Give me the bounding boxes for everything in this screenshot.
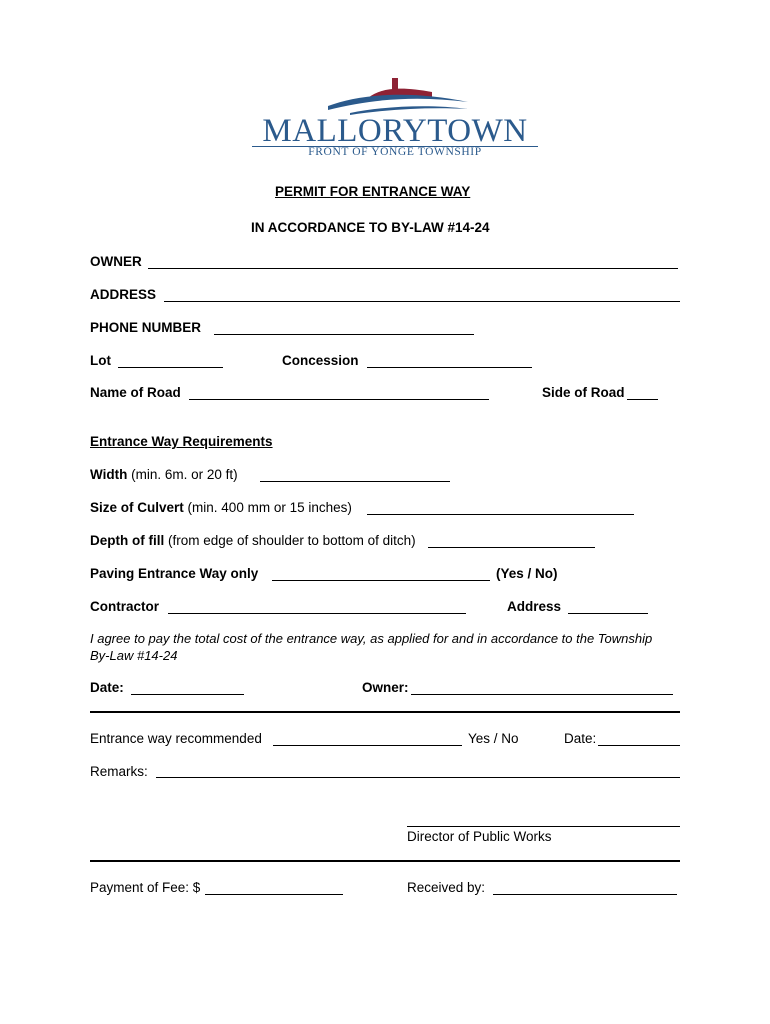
owner-label: OWNER: [90, 254, 142, 269]
road-name-label: Name of Road: [90, 385, 181, 400]
remarks-field[interactable]: [156, 777, 680, 778]
contractor-field[interactable]: [168, 613, 466, 614]
requirements-heading: Entrance Way Requirements: [90, 434, 273, 449]
contractor-address-label: Address: [507, 599, 562, 614]
phone-label: PHONE NUMBER: [90, 320, 202, 335]
contractor-label: Contractor: [90, 599, 160, 614]
logo-subtitle: FRONT OF YONGE TOWNSHIP: [308, 146, 482, 158]
payment-label: Payment of Fee: $: [90, 880, 201, 895]
width-label: Width: [90, 467, 128, 482]
agreement-line-1: I agree to pay the total cost of the entrance way, as applied for and in accordance to the Township: [90, 631, 653, 646]
concession-label: Concession: [282, 353, 359, 368]
payment-field[interactable]: [205, 894, 343, 895]
section-divider-1: [90, 711, 680, 713]
section-divider-2: [90, 860, 680, 862]
culvert-field[interactable]: [367, 514, 634, 515]
depth-row: [90, 533, 416, 548]
office-date-field[interactable]: [598, 745, 680, 746]
received-label: Received by:: [407, 880, 486, 895]
recommended-field[interactable]: [273, 745, 462, 746]
paving-options: (Yes / No): [496, 566, 558, 581]
director-label: Director of Public Works: [407, 829, 552, 844]
owner-field[interactable]: [148, 268, 678, 269]
paving-field[interactable]: [272, 580, 490, 581]
road-side-label: Side of Road: [542, 385, 625, 400]
logo-wordmark: MALLORYTOWN: [262, 113, 528, 149]
culvert-note: (min. 400 mm or 15 inches): [187, 500, 352, 515]
office-date-label: Date:: [564, 731, 597, 746]
agreement-owner-field[interactable]: [411, 694, 673, 695]
director-signature-field[interactable]: [407, 826, 680, 827]
agreement-line-2: By-Law #14-24: [90, 648, 178, 663]
culvert-row: [90, 500, 352, 515]
recommended-yes-no: Yes / No: [468, 731, 519, 746]
agreement-date-field[interactable]: [131, 694, 244, 695]
remarks-label: Remarks:: [90, 764, 148, 779]
address-label: ADDRESS: [90, 287, 157, 302]
width-row: [90, 467, 238, 482]
received-field[interactable]: [493, 894, 677, 895]
road-name-field[interactable]: [189, 399, 489, 400]
form-subtitle: IN ACCORDANCE TO BY-LAW #14-24: [251, 220, 490, 235]
logo-building-icon: [392, 78, 398, 90]
lot-label: Lot: [90, 353, 111, 368]
township-logo-graphic: [320, 76, 470, 116]
form-title: PERMIT FOR ENTRANCE WAY: [275, 184, 471, 199]
depth-field[interactable]: [428, 547, 595, 548]
contractor-address-field[interactable]: [568, 613, 648, 614]
recommended-label: Entrance way recommended: [90, 731, 262, 746]
paving-label: Paving Entrance Way only: [90, 566, 259, 581]
phone-field[interactable]: [214, 334, 474, 335]
road-side-field[interactable]: [627, 399, 658, 400]
depth-label: Depth of fill: [90, 533, 165, 548]
address-field[interactable]: [164, 301, 680, 302]
lot-field[interactable]: [118, 367, 223, 368]
agreement-owner-label: Owner:: [362, 680, 409, 695]
agreement-date-label: Date:: [90, 680, 124, 695]
concession-field[interactable]: [367, 367, 532, 368]
depth-note: (from edge of shoulder to bottom of ditch): [168, 533, 416, 548]
width-field[interactable]: [260, 481, 450, 482]
culvert-label: Size of Culvert: [90, 500, 184, 515]
width-note: (min. 6m. or 20 ft): [131, 467, 238, 482]
